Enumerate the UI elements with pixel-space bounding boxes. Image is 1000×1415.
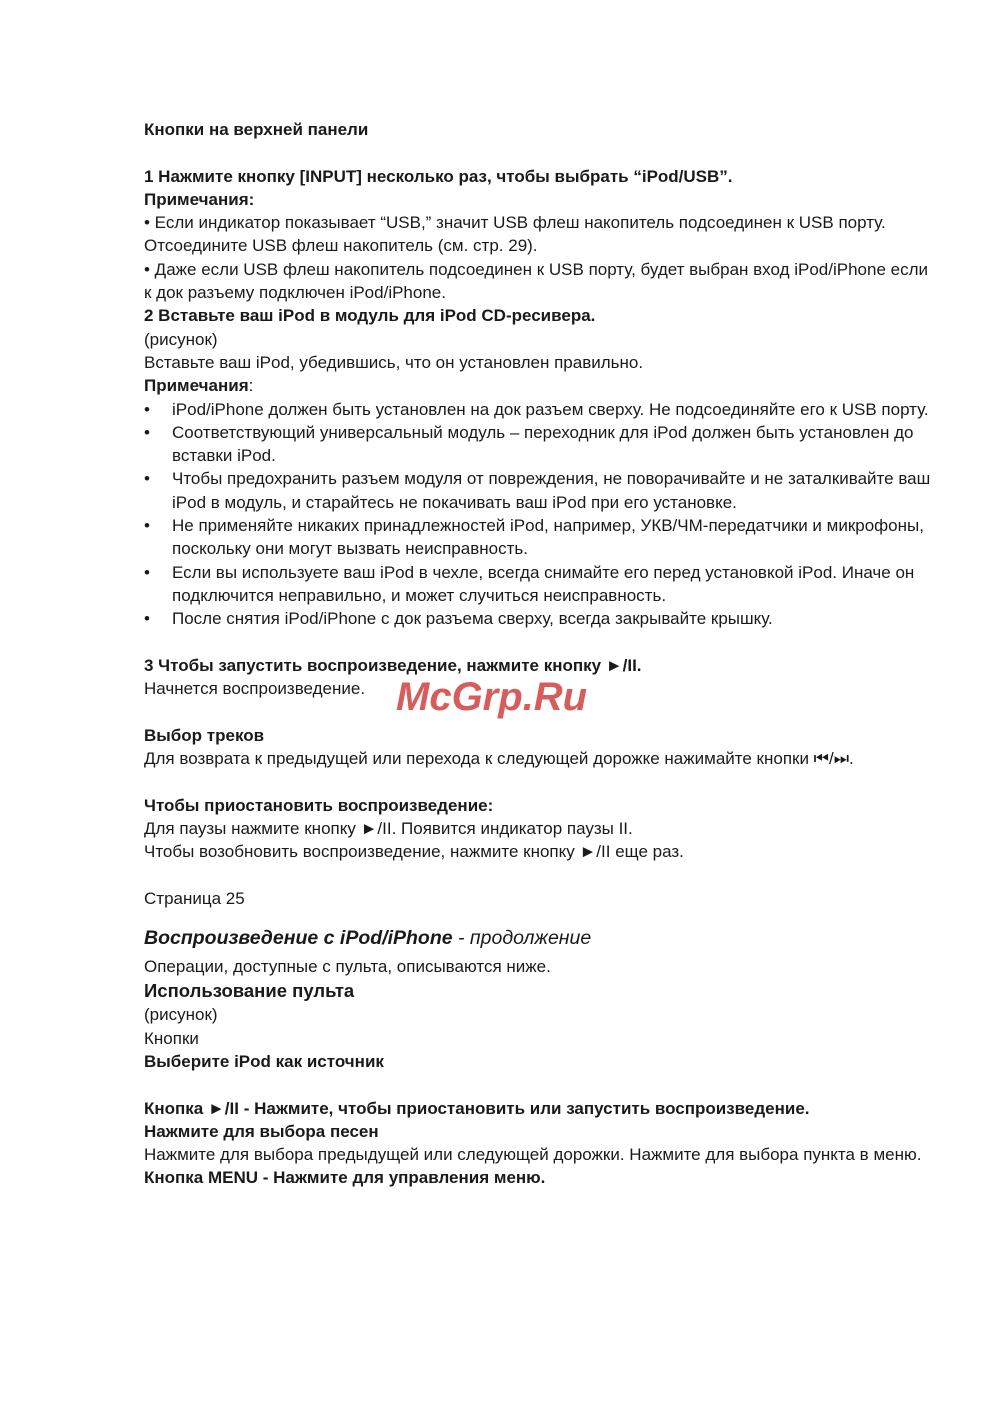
buttons-label: Кнопки [144,1028,199,1048]
play-button-description: Кнопка ►/II - Нажмите, чтобы приостановить или запустить воспроизведение. [144,1098,810,1118]
step2-notes-colon: : [248,376,254,396]
step3-heading: 3 Чтобы запустить воспроизведение, нажмите кнопку ►/II. [144,655,642,675]
select-songs-heading: Нажмите для выбора песен [144,1121,379,1141]
step2-notes-label-line [144,374,934,397]
list-item [144,514,934,561]
step2-notes-label: Примечания [144,376,249,396]
step1-notes-label: Примечания: [144,189,255,209]
select-songs-text: Нажмите для выбора предыдущей или следующей дорожки. Нажмите для выбора пункта в меню. [144,1145,922,1165]
step1-note-1: • Если индикатор показывает “USB,” значит USB флеш накопитель подсоединен к USB порту. Отсоедините USB флеш накопитель (см. стр. 29). [144,213,886,256]
document-page [144,118,934,1190]
step2-text: Вставьте ваш iPod, убедившись, что он установлен правильно. [144,352,644,372]
page-title: Кнопки на верхней панели [144,120,369,139]
step3-text: Начнется воспроизведение. [144,679,366,699]
watermark: McGrp.Ru [396,675,588,719]
track-select-text: Для возврата к предыдущей или перехода к следующей дорожке нажимайте кнопки ⏮/⏭. [144,749,854,769]
list-item [144,398,934,421]
pause-heading: Чтобы приостановить воспроизведение: [144,795,494,815]
list-item-text: Если вы используете ваш iPod в чехле, всегда снимайте его перед установкой iPod. Иначе он подключится неправильно, и может случиться неисправность. [172,562,915,605]
list-item [144,467,934,514]
select-source-text: Выберите iPod как источник [144,1051,384,1071]
list-item-text: Соответствующий универсальный модуль – переходник для iPod должен быть установлен до вставки iPod. [172,422,914,466]
track-select-heading: Выбор треков [144,725,265,745]
section-title [144,923,934,953]
list-item-text: iPod/iPhone должен быть установлен на док разъем сверху. Не подсоединяйте его к USB порту. [172,399,929,419]
bullet-icon: • [144,562,150,582]
remote-heading: Использование пульта [144,980,355,1002]
step2-figure-placeholder: (рисунок) [144,329,218,349]
bullet-icon: • [144,422,150,442]
bullet-icon: • [144,516,150,536]
bullet-icon: • [144,609,150,629]
step1-note-2: • Даже если USB флеш накопитель подсоединен к USB порту, будет выбран вход iPod/iPhone если к док разъему подключен iPod/iPhone. [144,259,928,303]
pause-line-1: Для паузы нажмите кнопку ►/II. Появится индикатор паузы II. [144,818,633,838]
step2-heading: 2 Вставьте ваш iPod в модуль для iPod CD-ресивера. [144,306,596,326]
list-item-text: После снятия iPod/iPhone с док разъема сверху, всегда закрывайте крышку. [172,609,773,629]
remote-figure-placeholder: (рисунок) [144,1005,218,1025]
step1-heading: 1 Нажмите кнопку [INPUT] несколько раз, чтобы выбрать “iPod/USB”. [144,166,733,186]
list-item [144,421,934,468]
step2-notes-list [144,398,934,631]
section-intro: Операции, доступные с пульта, описываются ниже. [144,957,551,977]
bullet-icon: • [144,469,150,489]
pause-line-2: Чтобы возобновить воспроизведение, нажмите кнопку ►/II еще раз. [144,842,684,862]
list-item-text: Не применяйте никаких принадлежностей iPod, например, УКВ/ЧМ-передатчики и микрофоны, поскольку они могут вызвать неисправность. [172,516,924,559]
list-item [144,561,934,608]
menu-button-description: Кнопка MENU - Нажмите для управления меню. [144,1168,546,1188]
page-number: Страница 25 [144,888,245,908]
section-title-continued: - продолжение [452,927,592,950]
list-item [144,607,934,630]
list-item-text: Чтобы предохранить разъем модуля от повреждения, не поворачивайте и не заталкивайте ваш iPod в модуль, и старайтесь не покачивать ваш iPod при его установке. [172,469,931,512]
bullet-icon: • [144,399,150,419]
section-title-main: Воспроизведение с iPod/iPhone [144,927,453,950]
